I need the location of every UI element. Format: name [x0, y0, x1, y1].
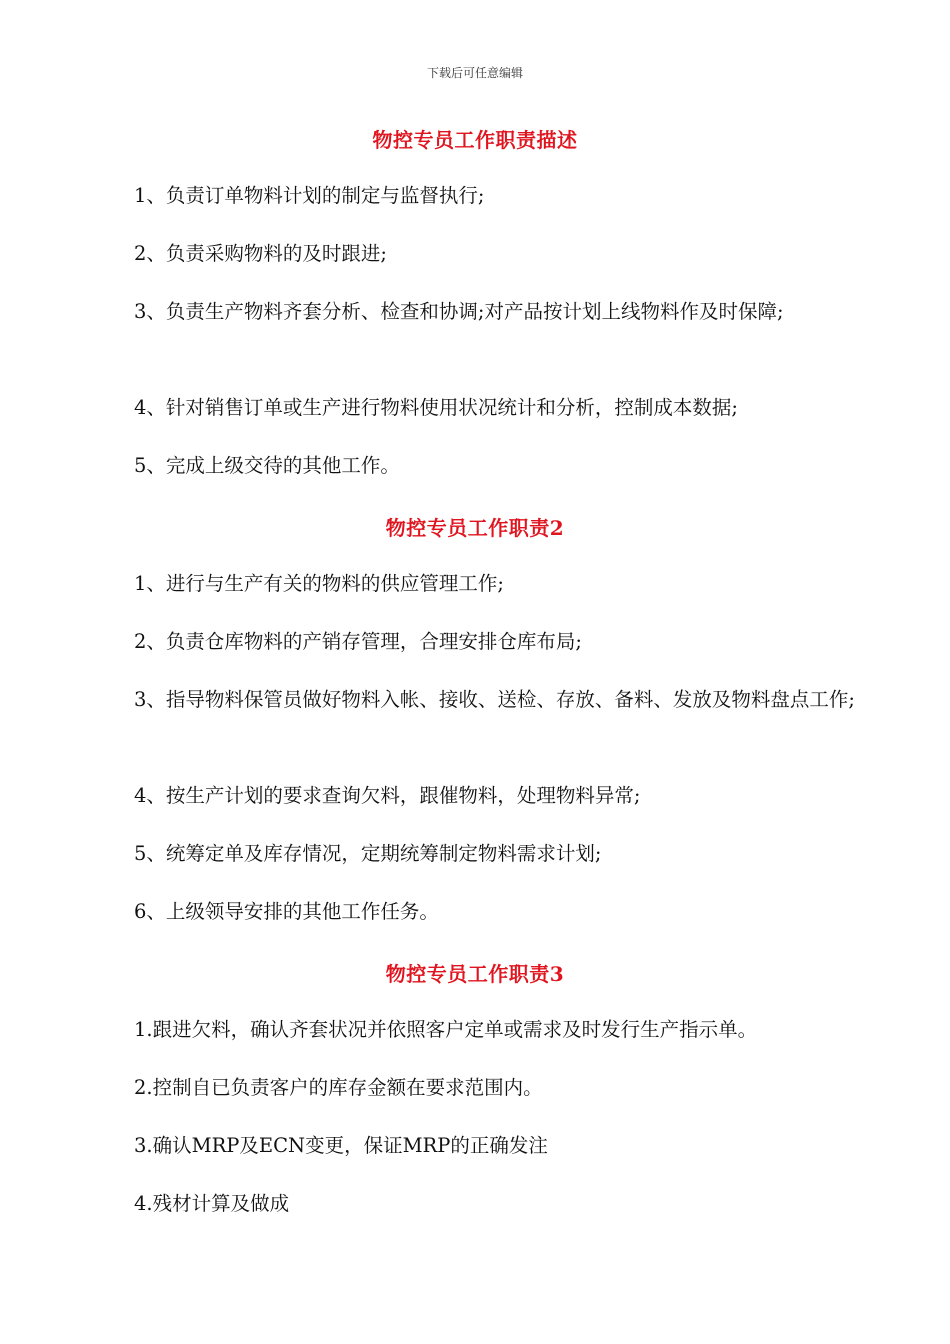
- section-2-item-2: 2、负责仓库物料的产销存管理，合理安排仓库布局;: [134, 630, 582, 653]
- section-2-item-5: 5、统筹定单及库存情况，定期统筹制定物料需求计划;: [134, 842, 602, 865]
- section-1-item-2: 2、负责采购物料的及时跟进;: [134, 242, 387, 265]
- section-2-item-1: 1、进行与生产有关的物料的供应管理工作;: [134, 572, 504, 595]
- section-title-2: 物控专员工作职责2: [385, 516, 565, 540]
- section-2-item-4: 4、按生产计划的要求查询欠料，跟催物料，处理物料异常;: [134, 784, 641, 807]
- section-title-1: 物控专员工作职责描述: [372, 128, 578, 152]
- section-2-item-6: 6、上级领导安排的其他工作任务。: [134, 900, 439, 923]
- section-1-item-3: 3、负责生产物料齐套分析、检查和协调;对产品按计划上线物料作及时保障;: [134, 300, 784, 323]
- section-title-3: 物控专员工作职责3: [385, 962, 565, 986]
- section-3-item-2: 2.控制自已负责客户的库存金额在要求范围内。: [134, 1076, 543, 1099]
- section-3-item-4: 4.残材计算及做成: [134, 1192, 290, 1215]
- section-3-item-3: 3.确认MRP及ECN变更，保证MRP的正确发注: [134, 1134, 548, 1157]
- section-1-item-5: 5、完成上级交待的其他工作。: [134, 454, 400, 477]
- section-2-item-3: 3、指导物料保管员做好物料入帐、接收、送检、存放、备料、发放及物料盘点工作;: [134, 688, 855, 711]
- section-1-item-1: 1、负责订单物料计划的制定与监督执行;: [134, 184, 485, 207]
- header-note: 下载后可任意编辑: [426, 66, 523, 80]
- section-1-item-4: 4、针对销售订单或生产进行物料使用状况统计和分析，控制成本数据;: [134, 396, 738, 419]
- section-3-item-1: 1.跟进欠料，确认齐套状况并依照客户定单或需求及时发行生产指示单。: [134, 1018, 758, 1041]
